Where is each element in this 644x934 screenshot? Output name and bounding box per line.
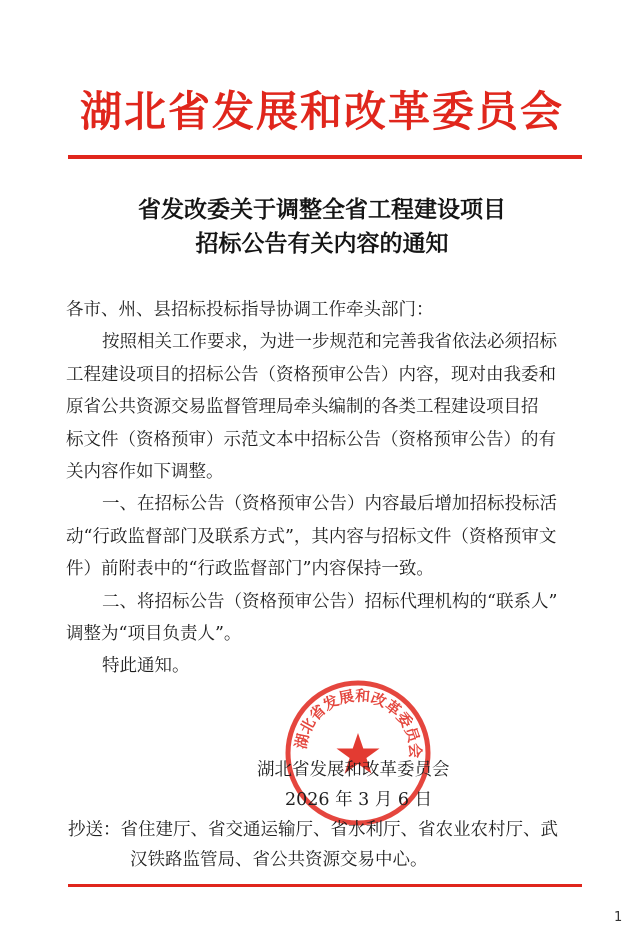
body-line: 动“行政监督部门及联系方式”，其内容与招标文件（资格预审文 — [66, 526, 557, 547]
seal-text: 湖北省发展和改革委员会 — [291, 686, 425, 759]
page-number: 1 — [614, 910, 623, 925]
cc-recipients-2: 汉铁路监管局、省公共资源交易中心。 — [130, 850, 428, 870]
body-line: 关内容作如下调整。 — [66, 462, 224, 483]
body-line: 一、在招标公告（资格预审公告）内容最后增加招标投标活 — [102, 494, 557, 515]
masthead-title: 湖北省发展和改革委员会 — [79, 87, 564, 136]
cc-recipients-1: 省住建厅、省交通运输厅、省水利厅、省农业农村厅、武 — [120, 820, 558, 840]
body-line: 原省公共资源交易监督管理局牵头编制的各类工程建设项目招 — [66, 397, 539, 418]
notice-title — [0, 193, 644, 261]
notice-title-line-1: 省发改委关于调整全省工程建设项目 — [138, 197, 506, 223]
body-line: 按照相关工作要求，为进一步规范和完善我省依法必须招标 — [102, 332, 557, 353]
signature-date: 2026 年 3 月 6 日 — [285, 790, 433, 810]
cc-line-1 — [68, 815, 588, 845]
body-line: 二、将招标公告（资格预审公告）招标代理机构的“联系人” — [102, 591, 558, 612]
signature-block — [255, 755, 475, 815]
signature-organization: 湖北省发展和改革委员会 — [257, 760, 450, 780]
notice-body — [66, 294, 582, 683]
body-line: 工程建设项目的招标公告（资格预审公告）内容，现对由我委和 — [66, 364, 556, 385]
cc-block — [68, 815, 588, 875]
cc-label: 抄送： — [68, 820, 121, 840]
body-line: 标文件（资格预审）示范文本中招标公告（资格预审公告）的有 — [66, 429, 556, 450]
masthead-red-rule — [68, 155, 582, 159]
body-line: 调整为“项目负责人”。 — [66, 624, 242, 645]
closing-line: 特此通知。 — [102, 656, 190, 677]
body-line: 件）前附表中的“行政监督部门”内容保持一致。 — [66, 559, 434, 580]
footer-red-rule — [68, 884, 582, 887]
notice-title-line-2: 招标公告有关内容的通知 — [195, 231, 449, 257]
salutation: 各市、州、县招标投标指导协调工作牵头部门： — [66, 300, 434, 320]
